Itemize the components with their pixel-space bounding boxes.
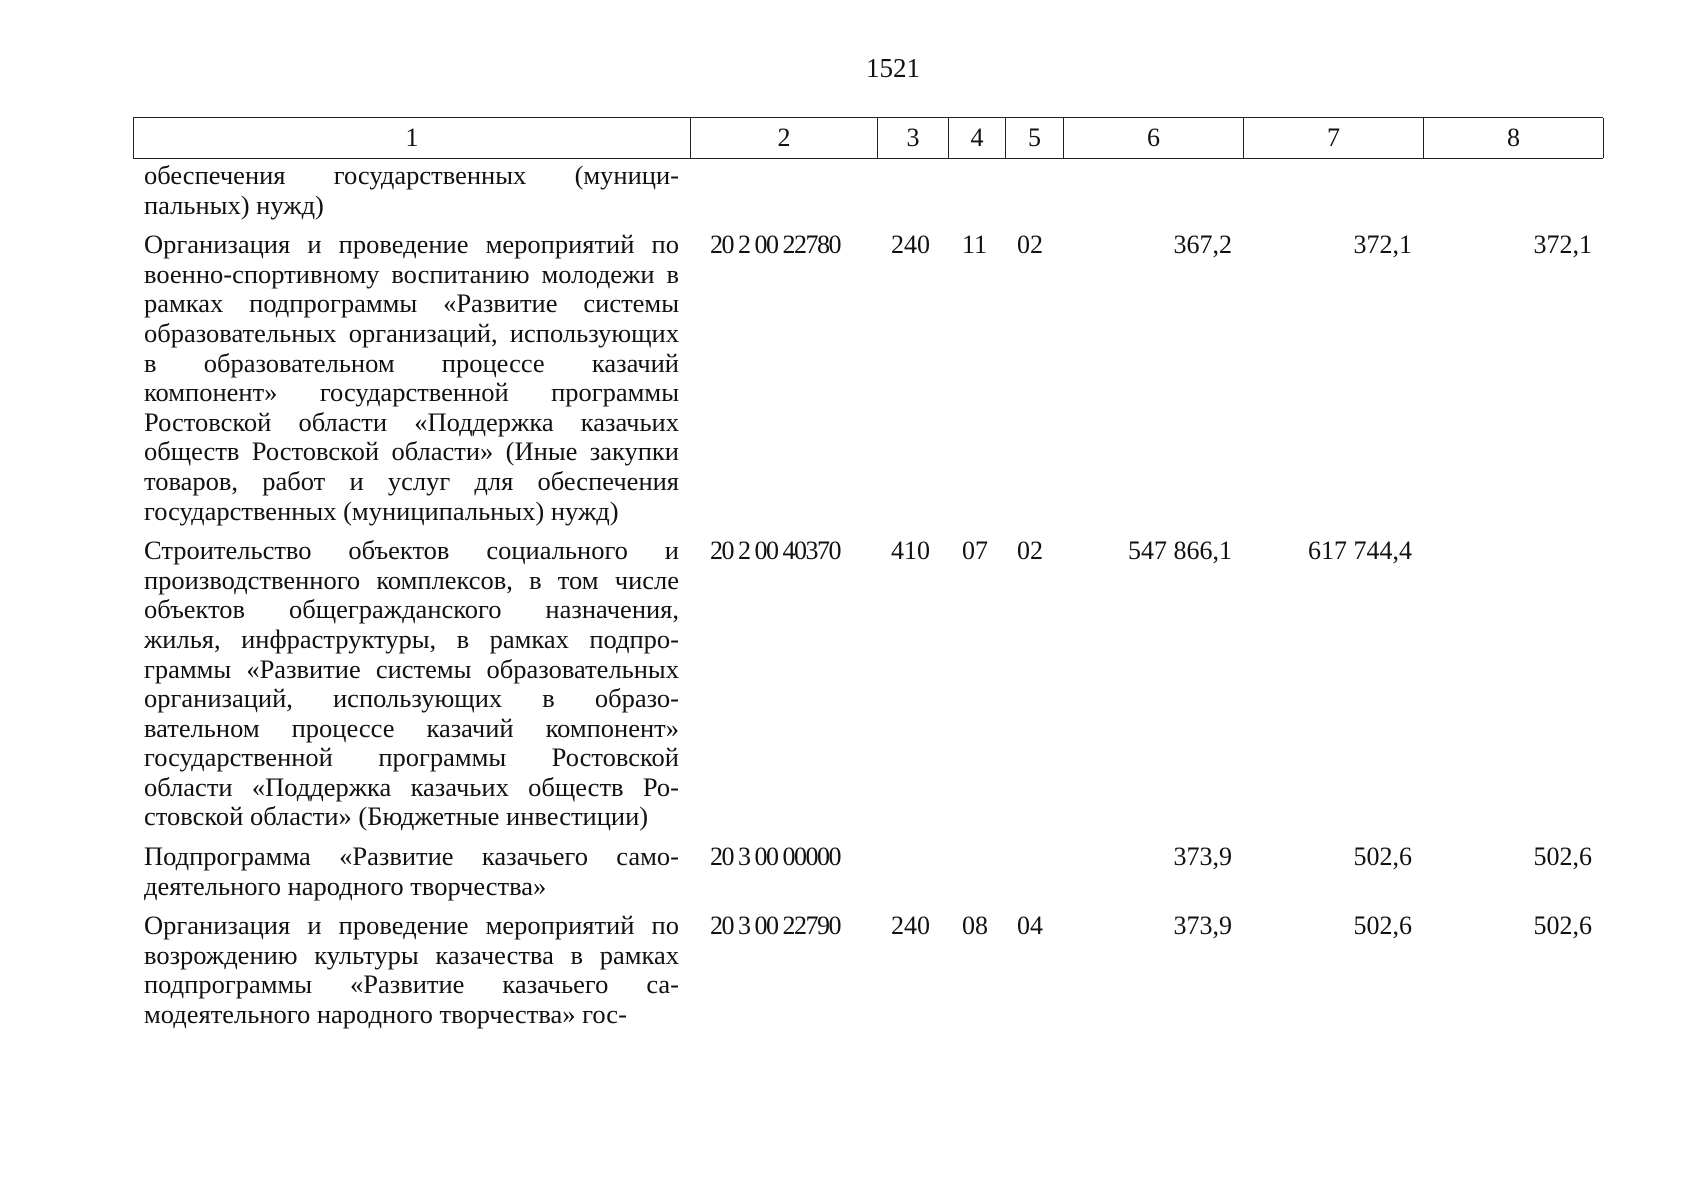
row-description: обеспечения государственных (муниципальных) нужд): [144, 160, 679, 220]
header-col-5: 5: [1006, 118, 1064, 158]
row-description: Строительство объектов социального и производственного комплексов, в том числе объектов общегражданского назначения, жилья, инфраструктуры, в рамках подпрограммы «Развитие системы образовательных организаций, использующих в образовательном процессе казачий компонент» государственной программы Ростовской области «Поддержка казачьих обществ Ростовской области» (Бюджетные инвестиции): [144, 535, 679, 832]
row-col-4: 11: [962, 230, 988, 260]
row-col-3: 240: [891, 230, 930, 260]
header-col-4: 4: [949, 118, 1006, 158]
table-body: [133, 161, 1603, 1030]
row-col-3: [877, 161, 948, 220]
row-value-8: 502,6: [1533, 911, 1592, 941]
row-col-5: 02: [1017, 230, 1043, 260]
header-col-1: 1: [134, 118, 691, 158]
row-col-5: 02: [1017, 536, 1043, 566]
header-col-2: 2: [691, 118, 878, 158]
row-col-3: 410: [891, 536, 930, 566]
row-col-4: 07: [962, 536, 988, 566]
row-col-5: 04: [1017, 911, 1043, 941]
table-row: [133, 230, 1603, 526]
row-value-6: 547 866,1: [1128, 536, 1232, 566]
row-col-4: [948, 842, 1005, 901]
row-value-8: [1423, 536, 1603, 832]
row-description: Организация и проведение мероприятий по военно-спортивному воспитанию молодежи в рамках подпрограммы «Развитие системы образовательных организаций, использующих в образовательном процессе казачий компонент» государственной программы Ростовской области «Поддержка казачьих обществ Ростовской области» (Иные закупки товаров, работ и услуг для обеспечения государственных (муниципальных) нужд): [144, 229, 679, 526]
row-col-5: [1005, 842, 1063, 901]
table-row: [133, 911, 1603, 1029]
row-value-7: [1243, 161, 1423, 220]
header-col-3: 3: [878, 118, 949, 158]
row-value-6: 373,9: [1173, 842, 1232, 872]
table-row: [133, 842, 1603, 901]
header-col-6: 6: [1064, 118, 1244, 158]
row-code: 20 2 00 22780: [710, 230, 840, 260]
row-col-4: 08: [962, 911, 988, 941]
table-row: [133, 161, 1603, 220]
row-value-6: 367,2: [1173, 230, 1232, 260]
row-col-5: [1005, 161, 1063, 220]
row-value-7: 502,6: [1353, 842, 1412, 872]
row-value-8: 372,1: [1533, 230, 1592, 260]
row-value-8: 502,6: [1533, 842, 1592, 872]
row-value-7: 617 744,4: [1308, 536, 1412, 566]
row-value-6: [1063, 161, 1243, 220]
row-code: 20 3 00 00000: [710, 842, 840, 872]
row-description: Подпрограмма «Развитие казачьего самодеятельного народного творчества»: [144, 841, 679, 901]
row-value-6: 373,9: [1173, 911, 1232, 941]
header-col-7: 7: [1244, 118, 1424, 158]
row-col-3: [877, 842, 948, 901]
row-value-8: [1423, 161, 1603, 220]
table-header-row: [133, 117, 1603, 159]
row-col-4: [948, 161, 1005, 220]
row-code: 20 2 00 40370: [710, 536, 840, 566]
row-description: Организация и проведение мероприятий по возрождению культуры казачества в рамках подпрограммы «Развитие казачьего самодеятельного народного творчества» гос-: [144, 910, 679, 1030]
header-col-8: 8: [1424, 118, 1604, 158]
row-value-7: 372,1: [1353, 230, 1412, 260]
row-code: 20 3 00 22790: [710, 911, 840, 941]
page-number: 1521: [866, 53, 920, 83]
row-col-3: 240: [891, 911, 930, 941]
table-row: [133, 536, 1603, 832]
budget-table: [133, 117, 1603, 1040]
row-value-7: 502,6: [1353, 911, 1412, 941]
row-code: [690, 161, 877, 220]
